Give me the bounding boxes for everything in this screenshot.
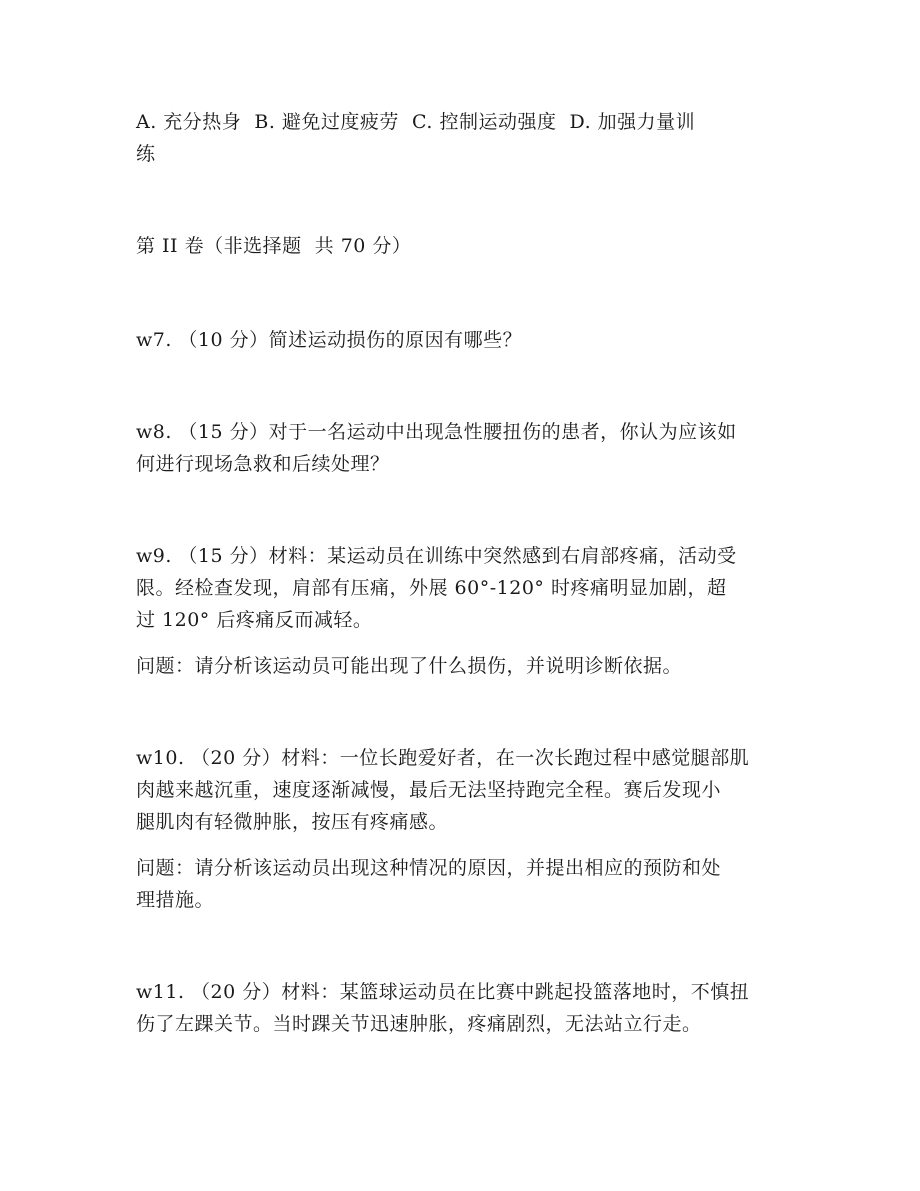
question-10-line-2: 肉越来越沉重，速度逐渐减慢，最后无法坚持跑完全程。赛后发现小 xyxy=(136,779,722,801)
question-10-material xyxy=(136,742,786,838)
question-9-line-1: w9. （15 分）材料：某运动员在训练中突然感到右肩部疼痛，活动受 xyxy=(136,545,737,567)
question-10-line-1: w10. （20 分）材料：一位长跑爱好者，在一次长跑过程中感觉腿部肌 xyxy=(136,747,750,769)
question-9-line-2: 限。经检查发现，肩部有压痛，外展 60°-120° 时疼痛明显加剧，超 xyxy=(136,577,727,599)
question-10-line-3: 腿肌肉有轻微肿胀，按压有疼痛感。 xyxy=(136,811,449,833)
question-8-line-2: 何进行现场急救和后续处理？ xyxy=(136,453,390,475)
options-line-2: 练 xyxy=(136,143,156,165)
question-7-line-1: w7. （10 分）简述运动损伤的原因有哪些？ xyxy=(136,329,523,351)
question-11-line-2: 伤了左踝关节。当时踝关节迅速肿胀，疼痛剧烈，无法站立行走。 xyxy=(136,1013,702,1035)
question-8 xyxy=(136,416,786,480)
question-11-material xyxy=(136,976,786,1040)
question-10-question-2: 理措施。 xyxy=(136,889,215,911)
choice-options xyxy=(136,106,786,170)
question-10-prompt xyxy=(136,852,786,916)
question-10-question-1: 问题：请分析该运动员出现这种情况的原因，并提出相应的预防和处 xyxy=(136,857,722,879)
question-9-question: 问题：请分析该运动员可能出现了什么损伤，并说明诊断依据。 xyxy=(136,655,683,677)
options-line-1: A. 充分热身 B. 避免过度疲劳 C. 控制运动强度 D. 加强力量训 xyxy=(136,111,696,133)
section-heading xyxy=(136,230,786,262)
question-7 xyxy=(136,324,786,356)
question-8-line-1: w8. （15 分）对于一名运动中出现急性腰扭伤的患者，你认为应该如 xyxy=(136,421,737,443)
section-title: 第 II 卷（非选择题 共 70 分） xyxy=(136,235,412,257)
question-11-line-1: w11. （20 分）材料：某篮球运动员在比赛中跳起投篮落地时，不慎扭 xyxy=(136,981,750,1003)
question-9-material xyxy=(136,540,786,636)
question-9-line-3: 过 120° 后疼痛反而减轻。 xyxy=(136,609,373,631)
question-9-prompt xyxy=(136,650,786,682)
